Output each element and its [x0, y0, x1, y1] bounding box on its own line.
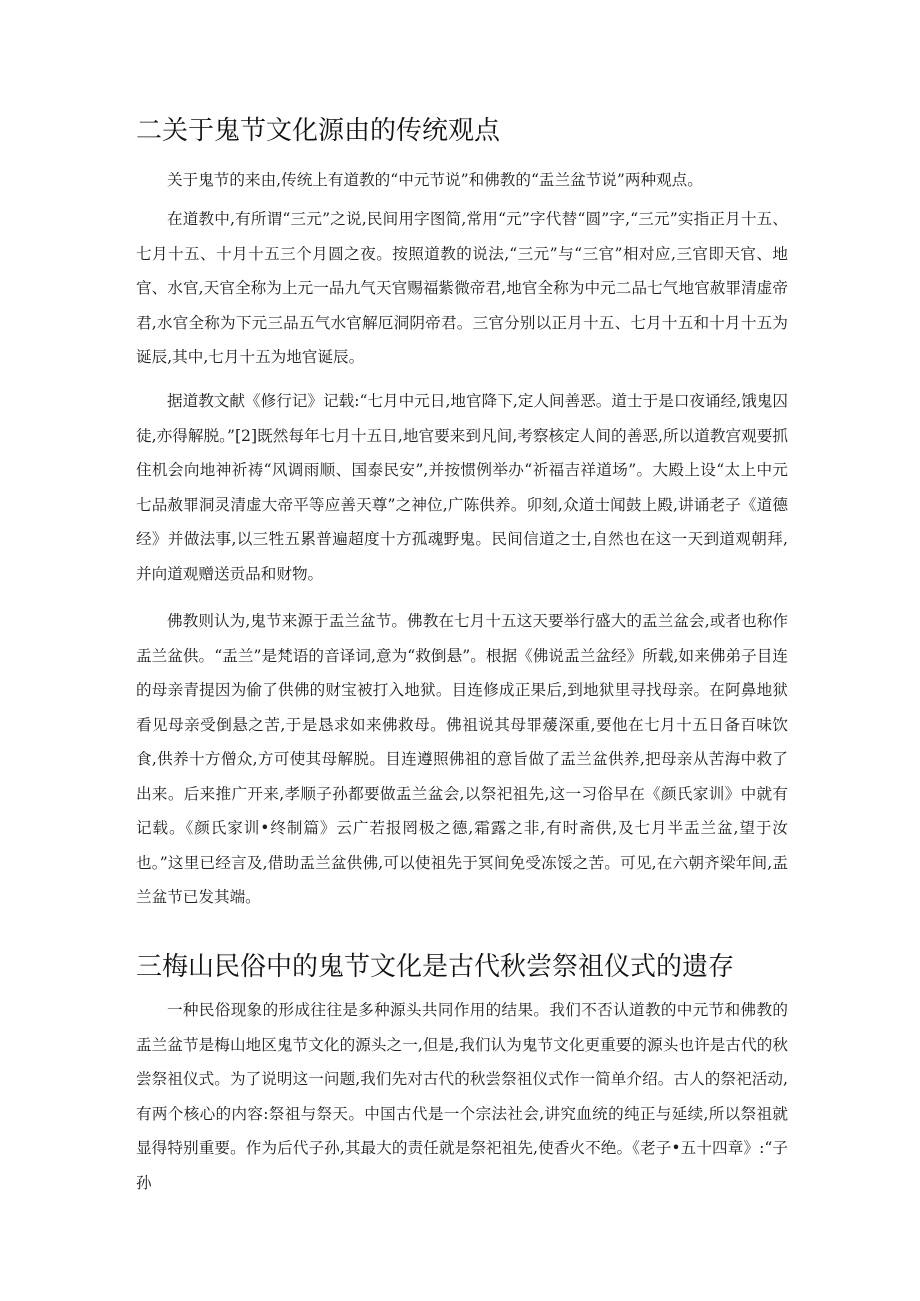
section-3-heading: 三梅山民俗中的鬼节文化是古代秋尝祭祖仪式的遗存	[136, 952, 735, 982]
section-2-paragraph-2: 在道教中,有所谓“三元”之说,民间用字图简,常用“元”字代替“圆”字,“三元”实指正月十五、七月十五、十月十五三个月圆之夜。按照道教的说法,“三元”与“三官”相对应,三官即天官、地官、水官,天官全称为上元一品九气天官赐福紫微帝君,地官全称为中元二品七气地官赦罪清虚帝君,水官全称为下元三品五气水官解厄洞阴帝君。三官分别以正月十五、七月十五和十月十五为诞辰,其中,七月十五为地官诞辰。	[136, 210, 788, 366]
section-2-heading: 二关于鬼节文化源由的传统观点	[136, 116, 501, 146]
section-2-paragraph-3: 据道教文献《修行记》记载:“七月中元日,地官降下,定人间善恶。道士于是口夜诵经,饿鬼囚徒,亦得解脱。”[2]既然每年七月十五日,地官要来到凡间,考察核定人间的善恶,所以道教宫观要抓住机会向地神祈祷“风调雨顺、国泰民安”,并按惯例举办“祈福吉祥道场”。大殿上设“太上中元七品赦罪洞灵清虚大帝平等应善天尊”之神位,广陈供养。卯刻,众道士闻鼓上殿,讲诵老子《道德经》并做法事,以三牲五累普遍超度十方孤魂野鬼。民间信道之士,自然也在这一天到道观朝拜,并向道观赠送贡品和财物。	[136, 392, 788, 583]
section-2-paragraph-1: 关于鬼节的来由,传统上有道教的“中元节说”和佛教的“盂兰盆节说”两种观点。	[167, 171, 703, 189]
section-2-paragraph-4: 佛教则认为,鬼节来源于盂兰盆节。佛教在七月十五这天要举行盛大的盂兰盆会,或者也称作盂兰盆供。“盂兰”是梵语的音译词,意为“救倒悬”。根据《佛说盂兰盆经》所载,如来佛弟子目连的母亲青提因为偷了供佛的财宝被打入地狱。目连修成正果后,到地狱里寻找母亲。在阿鼻地狱看见母亲受倒悬之苦,于是恳求如来佛救母。佛祖说其母罪蕿深重,要他在七月十五日备百味饮食,供养十方僧众,方可使其母解脱。目连遵照佛祖的意旨做了盂兰盆供养,把母亲从苦海中救了出来。后来推广开来,孝顺子孙都要做盂兰盆会,以祭祀祖先,这一习俗早在《颜氏家训》中就有记载。《颜氏家训•终制篇》云广若报罔极之德,霜露之非,有时斋供,及七月半盂兰盆,望于汝也。”这里已经言及,借助盂兰盆供佛,可以使祖先于冥间免受冻馁之苦。可见,在六朝齐梁年间,盂兰盆节已发其端。	[136, 612, 788, 906]
section-3-paragraph-1: 一种民俗现象的形成往往是多种源头共同作用的结果。我们不否认道教的中元节和佛教的盂兰盆节是梅山地区鬼节文化的源头之一,但是,我们认为鬼节文化更重要的源头也许是古代的秋尝祭祖仪式。为了说明这一问题,我们先对古代的秋尝祭祖仪式作一简单介绍。古人的祭祀活动,有两个核心的内容:祭祖与祭天。中国古代是一个宗法社会,讲究血统的纯正与延续,所以祭祖就显得特别重要。作为后代子孙,其最大的责任就是祭祀祖先,使香火不绝。《老子•五十四章》:“子孙	[136, 1001, 788, 1192]
